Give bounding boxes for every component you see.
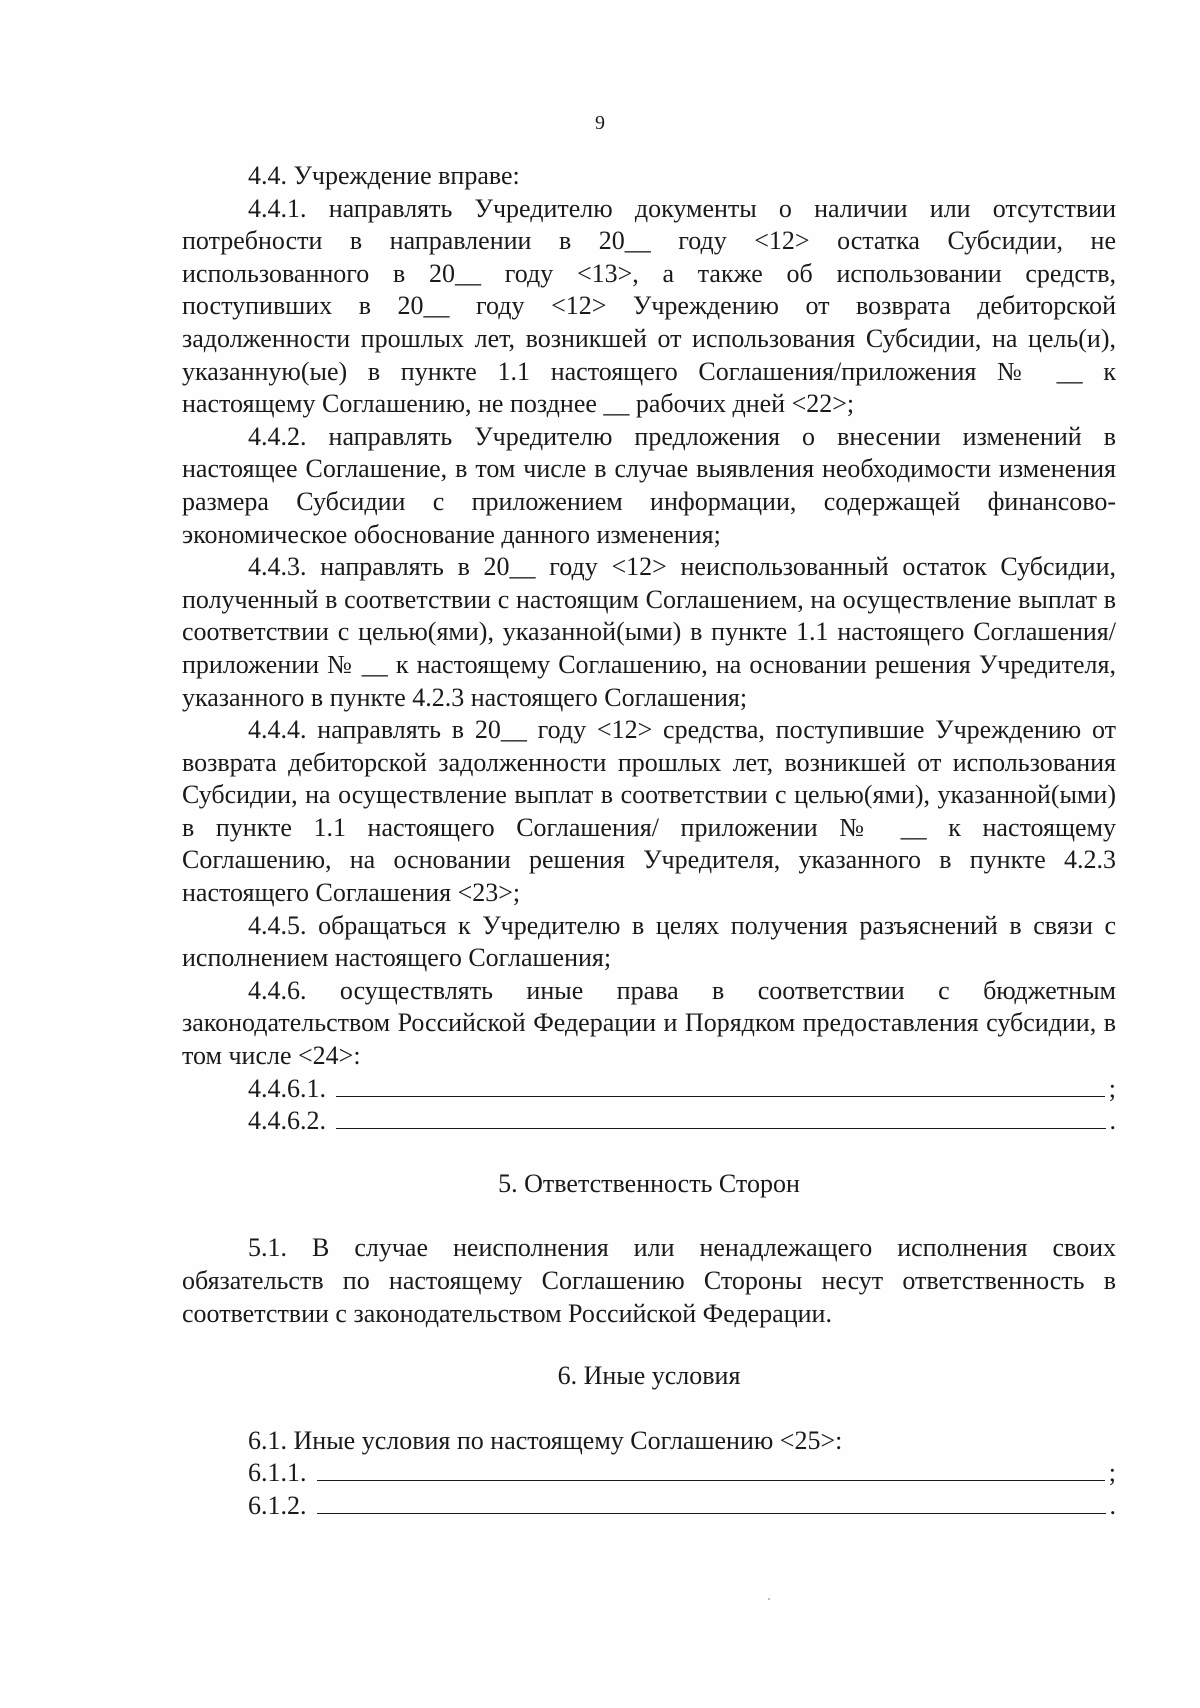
blank-line-6-1-1: [182, 1457, 1116, 1490]
spacer: [182, 1200, 1116, 1232]
section-heading-5: 5. Ответственность Сторон: [498, 1168, 800, 1198]
blank-end-punct: .: [1109, 1106, 1116, 1136]
blank-end-punct: ;: [1108, 1073, 1116, 1103]
blank-line-6-1-2: [182, 1490, 1116, 1523]
clause-4-4-2: 4.4.2. направлять Учредителю предложения о внесении изменений в настоящее Соглашение, в том числе в случае выявления необходимости изменения размера Субсидии с приложением информации, содержащей финансово-экономическое обоснование данного изменения;: [182, 421, 1116, 549]
blank-label: 6.1.2.: [248, 1490, 307, 1520]
spacer: [182, 1138, 1116, 1168]
clause-4-4-5: 4.4.5. обращаться к Учредителю в целях получения разъяснений в связи с исполнением настоящего Соглашения;: [182, 910, 1116, 973]
blank-label: 4.4.6.1.: [248, 1073, 326, 1103]
clause-4-4-3: 4.4.3. направлять в 20__ году <12> неиспользованный остаток Субсидии, полученный в соответствии с настоящим Соглашением, на осуществление выплат в соответствии с целью(ями), указанной(ыми) в пункте 1.1 настоящего Соглашения/приложении № __ к настоящему Соглашению, на основании решения Учредителя, указанного в пункте 4.2.3 настоящего Соглашения;: [182, 552, 1116, 712]
clause-4-4: 4.4. Учреждение вправе:: [248, 161, 520, 190]
blank-end-punct: ;: [1108, 1458, 1116, 1488]
spacer: [182, 1330, 1116, 1360]
blank-label: 4.4.6.2.: [248, 1106, 326, 1136]
fill-in-line: [336, 1074, 1105, 1097]
clause-5-1: 5.1. В случае неисполнения или ненадлежащего исполнения своих обязательств по настоящему Соглашению Стороны несут ответственность в соответствии с законодательством Российской Федерации.: [182, 1233, 1116, 1328]
scan-artifact: [768, 1598, 770, 1600]
clause-4-4-1: 4.4.1. направлять Учредителю документы о наличии или отсутствии потребности в направлении в 20__ году <12> остатка Субсидии, не использованного в 20__ году <13>, а также об использовании средств, поступивших в 20__ году <12> Учреждению от возврата дебиторской задолженности прошлых лет, возникшей от использования Субсидии, на цель(и), указанную(ые) в пункте 1.1 настоящего Соглашения/приложения № __ к настоящему Соглашению, не позднее __ рабочих дней <22>;: [182, 193, 1116, 419]
blank-label: 6.1.1.: [248, 1458, 307, 1488]
blank-line-4-4-6-2: [182, 1105, 1116, 1138]
fill-in-line: [336, 1106, 1106, 1129]
document-body: [182, 160, 1116, 1523]
clause-4-4-6: 4.4.6. осуществлять иные права в соответствии с бюджетным законодательством Российской Федерации и Порядком предоставления субсидии, в том числе <24>:: [182, 975, 1116, 1071]
fill-in-line: [317, 1458, 1105, 1481]
blank-end-punct: .: [1109, 1490, 1116, 1520]
fill-in-line: [317, 1491, 1106, 1514]
clause-4-4-4: 4.4.4. направлять в 20__ году <12> средства, поступившие Учреждению от возврата дебиторской задолженности прошлых лет, возникшей от использования Субсидии, на осуществление выплат в соответствии с целью(ями), указанной(ыми) в пункте 1.1 настоящего Соглашения/ приложении № __ к настоящему Соглашению, на основании решения Учредителя, указанного в пункте 4.2.3 настоящего Соглашения <23>;: [182, 715, 1116, 908]
spacer: [182, 1393, 1116, 1425]
page-number: 9: [595, 112, 605, 134]
blank-line-4-4-6-1: [182, 1073, 1116, 1106]
clause-6-1: 6.1. Иные условия по настоящему Соглашению <25>:: [248, 1425, 843, 1455]
section-heading-6: 6. Иные условия: [557, 1361, 741, 1391]
